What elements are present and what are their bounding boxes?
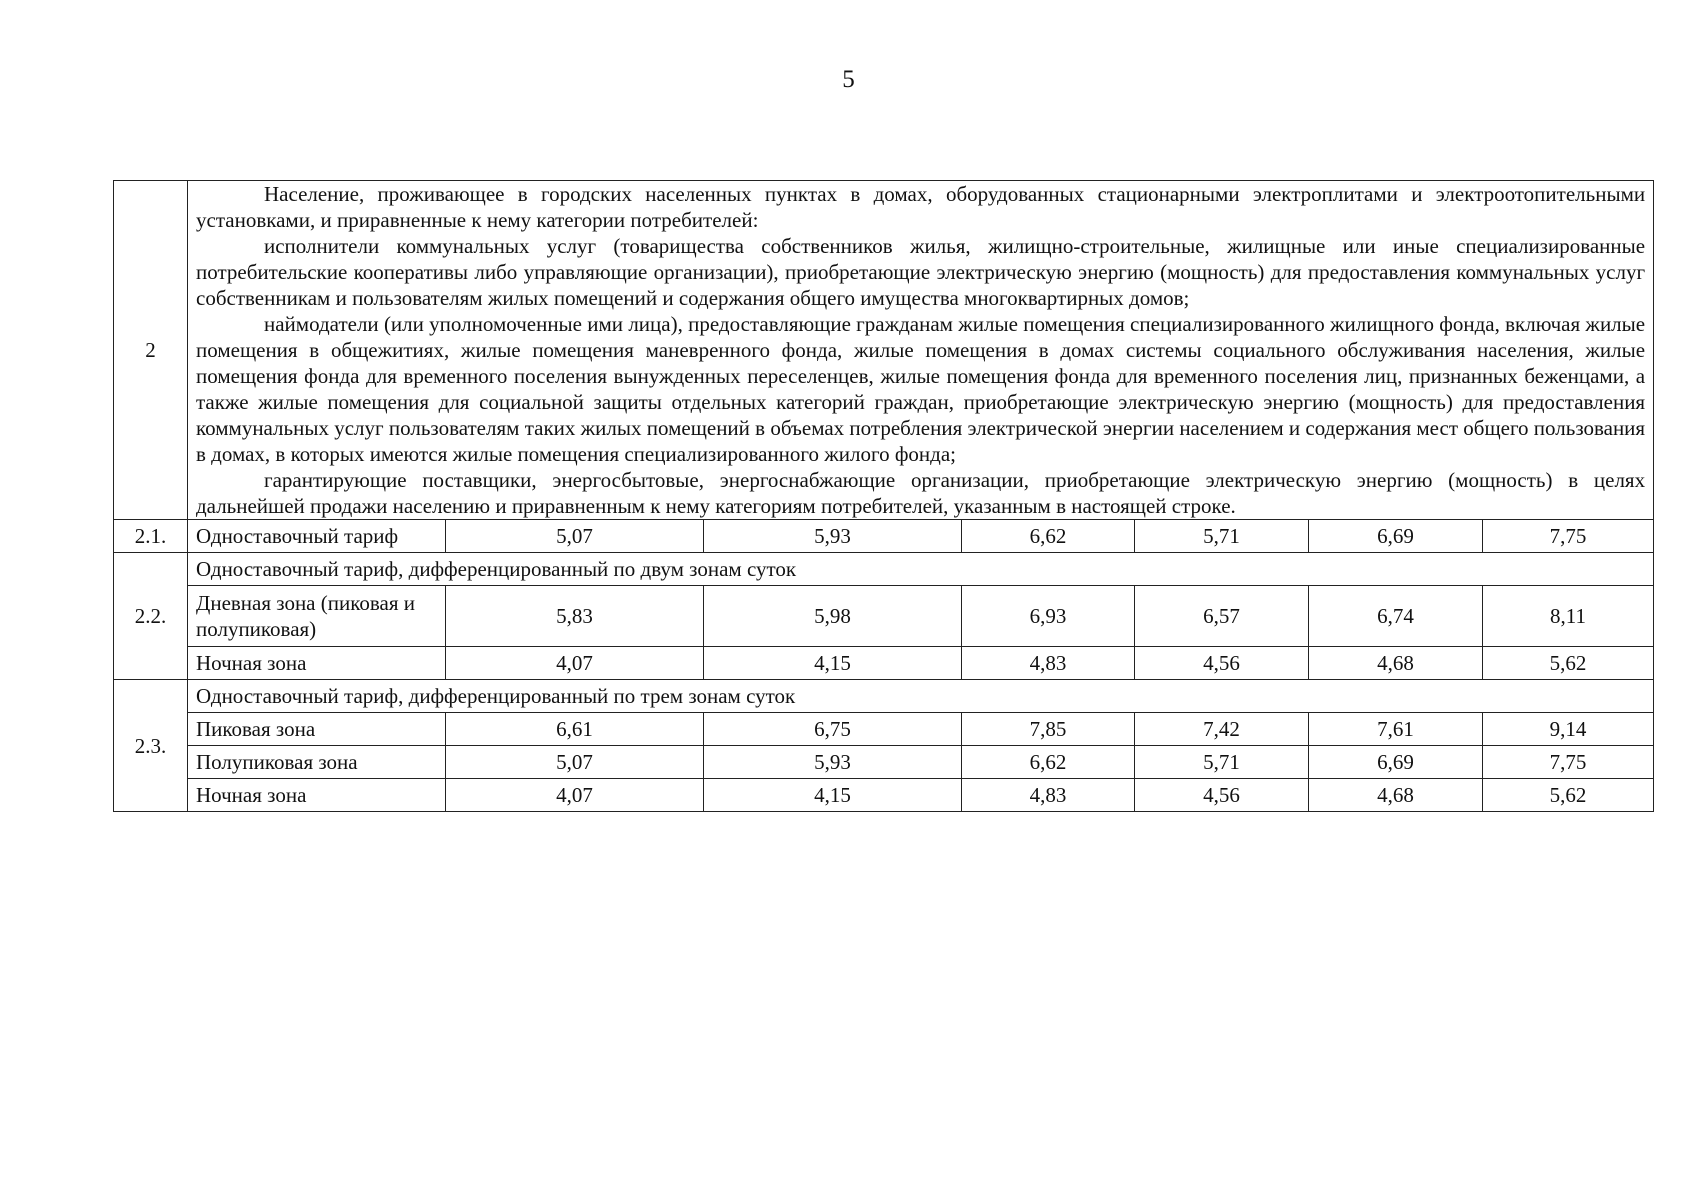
row-label: Полупиковая зона: [188, 746, 446, 779]
table-row: [114, 680, 1654, 713]
value-cell: 4,56: [1135, 779, 1309, 812]
value-cell: 6,69: [1309, 520, 1483, 553]
row-number: 2.3.: [114, 680, 188, 812]
row-label: Одноставочный тариф: [188, 520, 446, 553]
page-number: 5: [842, 66, 855, 93]
value-cell: 5,71: [1135, 520, 1309, 553]
value-cell: 7,42: [1135, 713, 1309, 746]
value-cell: 4,15: [704, 779, 962, 812]
value-cell: 4,83: [962, 647, 1135, 680]
table-row: [114, 553, 1654, 586]
value-cell: 6,74: [1309, 586, 1483, 647]
table-row: [114, 779, 1654, 812]
value-cell: 4,68: [1309, 647, 1483, 680]
table-row: [114, 713, 1654, 746]
table-row: [114, 647, 1654, 680]
table-row: [114, 520, 1654, 553]
value-cell: 4,83: [962, 779, 1135, 812]
value-cell: 5,71: [1135, 746, 1309, 779]
row-label: Пиковая зона: [188, 713, 446, 746]
value-cell: 8,11: [1483, 586, 1654, 647]
value-cell: 5,98: [704, 586, 962, 647]
value-cell: 9,14: [1483, 713, 1654, 746]
value-cell: 4,07: [446, 779, 704, 812]
value-cell: 6,61: [446, 713, 704, 746]
paragraph-intro: Население, проживающее в городских населенных пунктах в домах, оборудованных стационарными электроплитами и электроотопительными установками, и приравненные к нему категории потребителей:: [196, 182, 1646, 232]
value-cell: 6,75: [704, 713, 962, 746]
value-cell: 5,93: [704, 746, 962, 779]
group-title: Одноставочный тариф, дифференцированный по трем зонам суток: [188, 680, 1654, 713]
group-title: Одноставочный тариф, дифференцированный по двум зонам суток: [188, 553, 1654, 586]
value-cell: 4,15: [704, 647, 962, 680]
paragraph-utility-providers: исполнители коммунальных услуг (товарищества собственников жилья, жилищно-строительные, жилищные или иные специализированные потребительские кооперативы либо управляющие организации), приобретающие электрическую энергию (мощность) для предоставления коммунальных услуг собственникам и пользователям жилых помещений и содержания общего имущества многоквартирных домов;: [196, 234, 1646, 310]
tariff-table: [113, 180, 1654, 812]
paragraph-landlords: наймодатели (или уполномоченные ими лица), предоставляющие гражданам жилые помещения специализированного жилищного фонда, включая жилые помещения в общежитиях, жилые помещения маневренного фонда, жилые помещения в домах системы социального обслуживания населения, жилые помещения фонда для временного поселения вынужденных переселенцев, жилые помещения фонда для временного поселения лиц, признанных беженцами, а также жилые помещения для социальной защиты отдельных категорий граждан, приобретающие электрическую энергию (мощность) для предоставления коммунальных услуг пользователям таких жилых помещений в объемах потребления электрической энергии населением и содержания мест общего пользования в домах, в которых имеются жилые помещения специализированного жилого фонда;: [196, 312, 1646, 466]
value-cell: 4,07: [446, 647, 704, 680]
section-description: [188, 181, 1654, 520]
row-number: 2.1.: [114, 520, 188, 553]
row-label: Дневная зона (пиковая и полупиковая): [188, 586, 446, 647]
row-number: 2.2.: [114, 553, 188, 680]
value-cell: 4,68: [1309, 779, 1483, 812]
value-cell: 7,61: [1309, 713, 1483, 746]
value-cell: 6,69: [1309, 746, 1483, 779]
value-cell: 5,07: [446, 520, 704, 553]
value-cell: 6,62: [962, 746, 1135, 779]
value-cell: 7,75: [1483, 520, 1654, 553]
value-cell: 5,62: [1483, 647, 1654, 680]
row-label: Ночная зона: [188, 779, 446, 812]
value-cell: 5,83: [446, 586, 704, 647]
value-cell: 6,57: [1135, 586, 1309, 647]
table-row: [114, 746, 1654, 779]
value-cell: 5,62: [1483, 779, 1654, 812]
paragraph-suppliers: гарантирующие поставщики, энергосбытовые, энергоснабжающие организации, приобретающие электрическую энергию (мощность) в целях дальнейшей продажи населению и приравненным к нему категориям потребителей, указанным в настоящей строке.: [196, 468, 1646, 518]
section-number: 2: [114, 181, 188, 520]
value-cell: 6,62: [962, 520, 1135, 553]
value-cell: 4,56: [1135, 647, 1309, 680]
value-cell: 7,75: [1483, 746, 1654, 779]
table-row: [114, 586, 1654, 647]
value-cell: 5,93: [704, 520, 962, 553]
section-2-row: [114, 181, 1654, 520]
value-cell: 6,93: [962, 586, 1135, 647]
value-cell: 5,07: [446, 746, 704, 779]
row-label: Ночная зона: [188, 647, 446, 680]
value-cell: 7,85: [962, 713, 1135, 746]
